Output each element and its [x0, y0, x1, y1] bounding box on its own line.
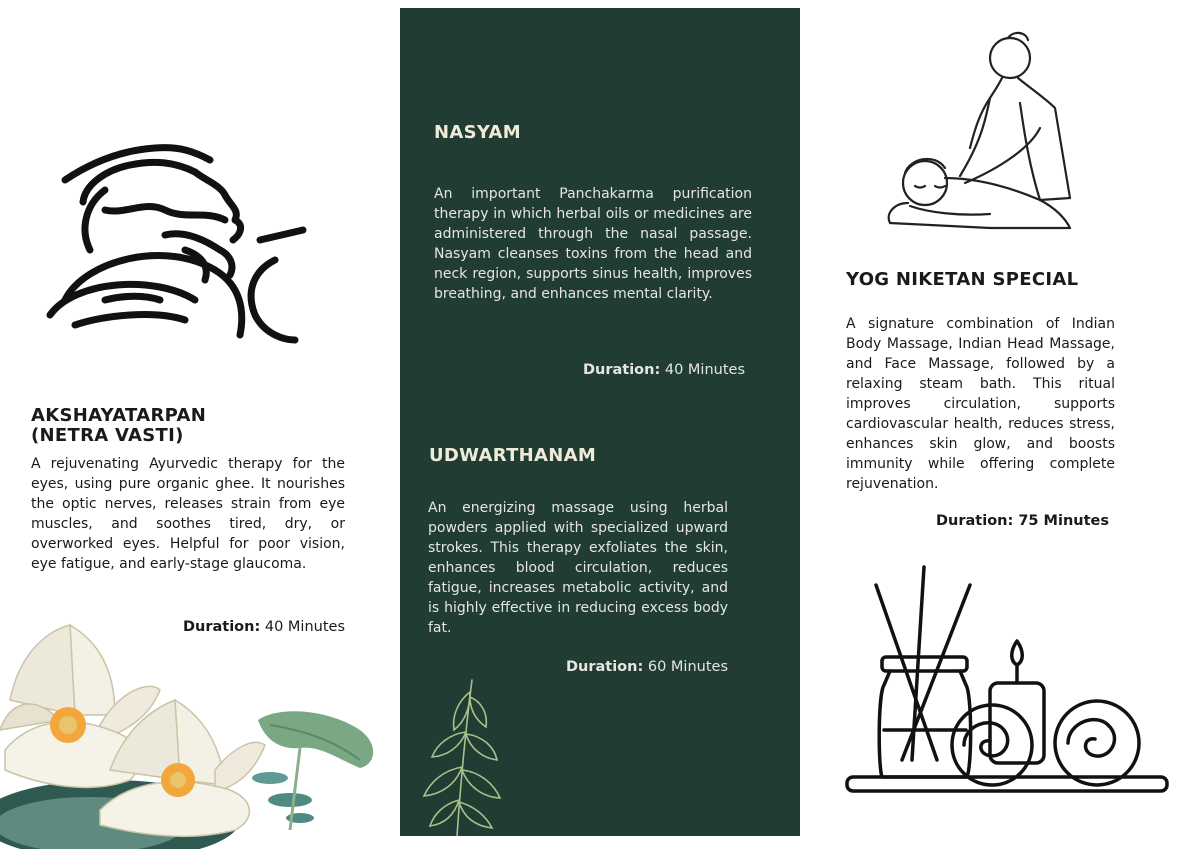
- duration-label: Duration:: [582, 362, 661, 378]
- duration-text: Duration: 75 Minutes: [936, 513, 1109, 529]
- duration-label: Duration:: [182, 619, 261, 635]
- title-line-2: (NETRA VASTI): [31, 425, 184, 446]
- yog-niketan-duration: [846, 513, 1109, 529]
- duration-label: Duration:: [565, 659, 644, 675]
- duration-value: 40 Minutes: [264, 619, 345, 635]
- section-title-nasyam: NASYAM: [434, 122, 521, 143]
- duration-value: 40 Minutes: [664, 362, 745, 378]
- section-title-akshayatarpan: [31, 406, 351, 446]
- spa-items-icon: [842, 565, 1172, 800]
- title-line-1: AKSHAYATARPAN: [31, 405, 207, 426]
- lotus-illustration: [0, 620, 385, 849]
- herb-sprig-illustration: [412, 672, 522, 836]
- nasyam-description: An important Panchakarma purification therapy in which herbal oils or medicines are administered through the nasal passage. Nasyam cleanses toxins from the head and neck region, supports sinus health, improves breathing, and enhances mental clarity.: [434, 186, 752, 302]
- back-massage-icon: [880, 28, 1080, 238]
- nasyam-duration: [434, 362, 745, 378]
- face-massage-icon: [45, 140, 315, 350]
- section-title-yog-niketan: YOG NIKETAN SPECIAL: [846, 269, 1079, 290]
- akshayatarpan-description: A rejuvenating Ayurvedic therapy for the eyes, using pure organic ghee. It nourishes the optic nerves, releases strain from eye muscles, and soothes tired, dry, or overworked eyes. Helpful for poor vision, eye fatigue, and early-stage glaucoma.: [31, 456, 345, 572]
- yog-niketan-description: A signature combination of Indian Body Massage, Indian Head Massage, and Face Massage, followed by a relaxing steam bath. This ritual improves circulation, supports cardiovascular health, reduces stress, enhances skin glow, and boosts immunity while offering complete rejuvenation.: [846, 316, 1115, 492]
- section-title-udwarthanam: UDWARTHANAM: [429, 445, 597, 466]
- duration-value: 60 Minutes: [647, 659, 728, 675]
- udwarthanam-description: An energizing massage using herbal powders applied with specialized upward strokes. This therapy exfoliates the skin, enhances blood circulation, reduces fatigue, increases metabolic activity, and is highly effective in reducing excess body fat.: [428, 500, 728, 636]
